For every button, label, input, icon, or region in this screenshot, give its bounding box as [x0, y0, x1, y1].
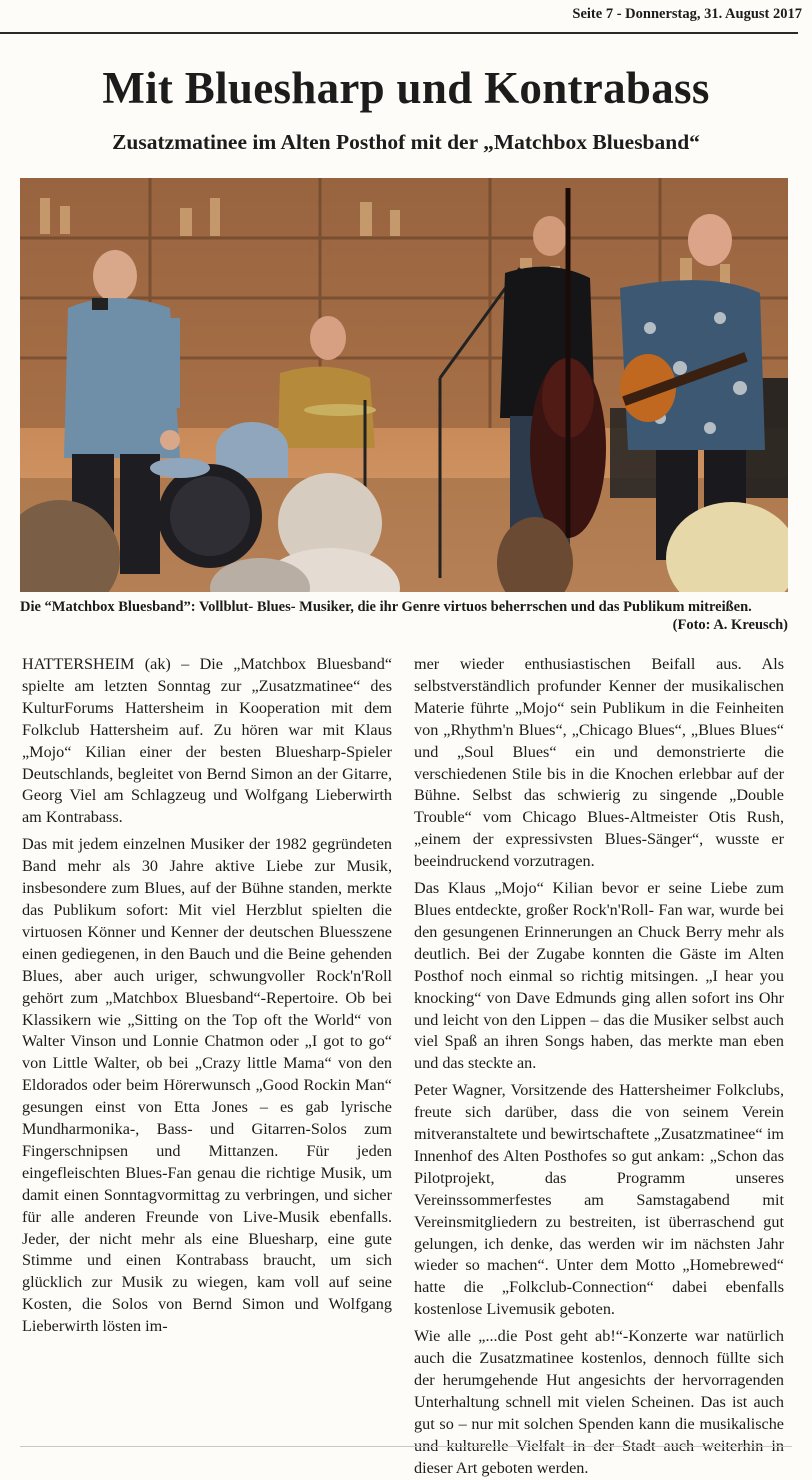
article-paragraph: Das Klaus „Mojo“ Kilian bevor er seine Liebe zum Blues entdeckte, großer Rock'n'Roll- Fan war, wurde bei den gesungenen Erinnerungen an Chuck Berry mehr als deutlich. Bei der Zugabe konnten die Gäste im Alten Posthof noch einmal so richtig mitsingen. „I hear you knocking“ von Dave Edmunds ging allen sofort ins Ohr und leicht von den Lippen – das die Musiker selbst auch viel Spaß an ihren Songs haben, das merkte man eben und das steckte an. [414, 879, 784, 1073]
article-paragraph: HATTERSHEIM (ak) – Die „Matchbox Bluesband“ spielte am letzten Sonntag zur „Zusatzmatinee“ des KulturForums Hattersheim in Kooperation mit dem Folkclub Hattersheim auf. Zu hören war mit Klaus „Mojo“ Kilian einer der besten Bluesharp-Spieler Deutschlands, begleitet von Bernd Simon an der Gitarre, Georg Viel am Schlagzeug und Wolfgang Lieberwirth am Kontrabass. [22, 655, 392, 827]
page-info: Seite 7 - Donnerstag, 31. August 2017 [572, 6, 802, 22]
photo-credit: (Foto: A. Kreusch) [672, 617, 788, 633]
header-rule [0, 32, 798, 34]
photo-caption-text: Die “Matchbox Bluesband”: Vollblut- Blues- Musiker, die ihr Genre virtuos beherrschen und das Publikum mitreißen. [20, 599, 752, 615]
headline: Mit Bluesharp und Kontrabass [102, 63, 710, 113]
article-column-left [22, 654, 392, 1338]
article-paragraph: Peter Wagner, Vorsitzende des Hattersheimer Folkclubs, freute sich darüber, dass die von seinem Verein mitveranstaltete und bewirtschaftete „Zusatzmatinee“ im Innenhof des Alten Posthofes so gut ankam: „Schon das Pilotprojekt, das Programm unseres Vereinssommerfestes am Samstagabend mit Vereinsmitgliedern zu bestreiten, ist überraschend gut gelungen, ich denke, das werden wir im nächsten Jahr wieder so machen“. Unter dem Motto „Homebrewed“ hatte die „Folkclub-Connection“ dabei ebenfalls kostenlose Livemusik geboten. [414, 1081, 784, 1319]
article-paragraph: Wie alle „...die Post geht ab!“-Konzerte war natürlich auch die Zusatzmatinee kostenlos, dennoch füllte sich der herumgehende Hut angesichts der hervorragenden Unterhaltung schnell mit vielen Scheinen. Das ist auch gut so – nur mit solchen Spenden kann die musikalische und kulturelle Vielfalt in der Stadt auch weiterhin in dieser Art geboten werden. [414, 1327, 784, 1477]
article-paragraph: Das mit jedem einzelnen Musiker der 1982 gegründeten Band mehr als 30 Jahre aktive Liebe zur Musik, insbesondere zum Blues, auf der Bühne standen, merkte das Publikum sofort: Mit viel Herzblut spielten die virtuosen Könner und Kenner der deutschen Bluesszene einen gediegenen, in den Bauch und die Beine gehenden Blues, aber auch uriger, schwungvoller Rock'n'Roll gehört zum „Matchbox Bluesband“-Repertoire. Ob bei Klassikern wie „Sitting on the Top oft the World“ von Walter Vinson und Lonnie Chatmon oder „I got to go“ von Little Walter, ob bei „Crazy little Mama“ von den Eldorados oder beim Hörerwunsch „Good Rockin Man“ gesungen einst von Etta Jones – es gab lyrische Mundharmonika-, Bass- und Gitarren-Solos zum Fingerschnipsen und Mittanzen. Für jeden eingefleischten Blues-Fan genau die richtige Musik, um damit einen Sonntagvormittag zu verbringen, und sicher für alle anderen Freunde von Live-Musik ebenfalls. Jeder, der nicht mehr als eine Bluesharp, eine gute Stimme und einen Kontrabass braucht, um sich glücklich zur Musik zu wiegen, kam voll auf seine Kosten, die Solos von Bernd Simon und Wolfgang Lieberwirth lösten im- [22, 835, 392, 1336]
subheadline: Zusatzmatinee im Alten Posthof mit der „Matchbox Bluesband“ [112, 130, 700, 154]
bottom-rule [20, 1446, 792, 1447]
band-photo-illustration [20, 178, 788, 592]
band-photo [20, 178, 788, 592]
article-paragraph: mer wieder enthusiastischen Beifall aus. Als selbstverständlich profunder Kenner der musikalischen Materie führte „Mojo“ sein Publikum in die Feinheiten von „Rhythm'n Blues“, „Chicago Blues“, „Blues Blues“ und „Soul Blues“ ein und demonstrierte die verschiedenen Stile bis in die Knochen erlebbar auf der Bühne. Selbst das schwierig zu singende „Double Trouble“ vom Chicago Blues-Altmeister Otis Rush, „einem der expressivsten Blues-Sänger“, wusste er beeindruckend vorzutragen. [414, 655, 784, 871]
photo-caption [20, 598, 788, 634]
article-column-right [414, 654, 784, 1480]
